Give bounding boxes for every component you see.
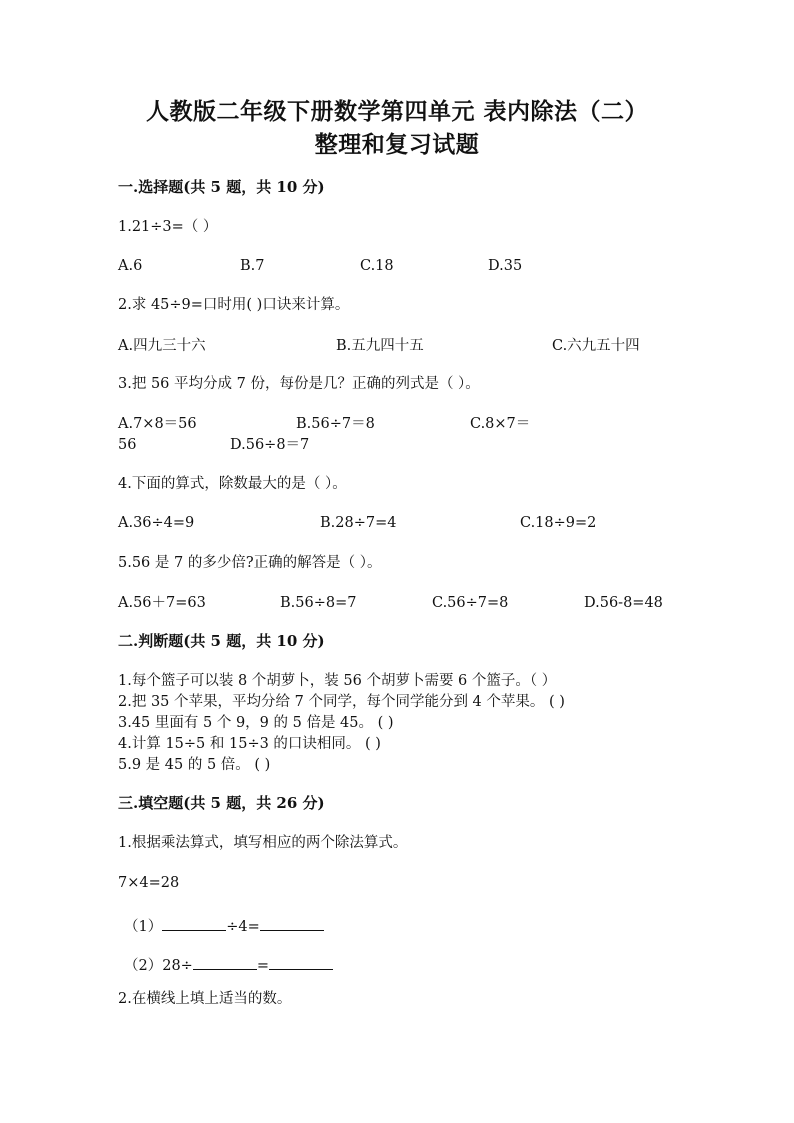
option-a: A.7×8＝56 (118, 416, 197, 432)
option-b: B.28÷7=4 (320, 515, 397, 531)
option-b: B.56÷8=7 (280, 595, 357, 611)
section-heading-multiple-choice: 一.选择题(共 5 题，共 10 分) (118, 178, 325, 196)
option-a: A.56＋7=63 (118, 595, 206, 611)
option-c: C.18÷9=2 (520, 515, 597, 531)
question-text: 3.把 56 平均分成 7 份，每份是几？正确的列式是（ ）。 (118, 376, 480, 392)
judgment-item: 4.计算 15÷5 和 15÷3 的口诀相同。 ( ) (118, 736, 381, 752)
option-d: D.35 (488, 258, 523, 274)
option-b: B.五九四十五 (336, 338, 424, 354)
question-text: 1.根据乘法算式，填写相应的两个除法算式。 (118, 835, 408, 851)
answer-blank[interactable] (162, 916, 226, 931)
judgment-item: 5.9 是 45 的 5 倍。 ( ) (118, 757, 271, 773)
question-text: 2.求 45÷9=口时用( )口诀来计算。 (118, 297, 350, 313)
option-c: C.56÷7=8 (432, 595, 509, 611)
fill-prefix: （2）28÷ (124, 958, 193, 974)
question-text: 4.下面的算式，除数最大的是（ ）。 (118, 476, 347, 492)
page-title: 人教版二年级下册数学第四单元 表内除法（二） (145, 98, 648, 125)
option-c-continued: 56 (118, 437, 137, 453)
answer-blank[interactable] (193, 955, 257, 970)
answer-blank[interactable] (269, 955, 333, 970)
equation: 7×4=28 (118, 875, 180, 891)
option-a: A.四九三十六 (118, 338, 206, 354)
option-c: C.六九五十四 (552, 338, 640, 354)
question-text: 2.在横线上填上适当的数。 (118, 991, 292, 1007)
judgment-item: 2.把 35 个苹果，平均分给 7 个同学，每个同学能分到 4 个苹果。 ( ) (118, 694, 565, 710)
fill-operator: ÷4= (226, 919, 260, 935)
option-c: C.8×7＝ (470, 416, 531, 432)
answer-blank[interactable] (260, 916, 324, 931)
option-d: D.56-8=48 (584, 595, 663, 611)
option-b: B.7 (240, 258, 265, 274)
option-b: B.56÷7＝8 (296, 416, 375, 432)
section-heading-true-false: 二.判断题(共 5 题，共 10 分) (118, 632, 325, 650)
question-text: 5.56 是 7 的多少倍?正确的解答是（ ）。 (118, 555, 382, 571)
page-subtitle: 整理和复习试题 (314, 131, 480, 158)
option-d: D.56÷8＝7 (230, 437, 310, 453)
section-heading-fill-in: 三.填空题(共 5 题，共 26 分) (118, 794, 325, 812)
fill-line-1 (124, 916, 324, 935)
judgment-item: 3.45 里面有 5 个 9，9 的 5 倍是 45。 ( ) (118, 715, 394, 731)
fill-operator: = (256, 958, 269, 974)
option-a: A.36÷4=9 (118, 515, 195, 531)
fill-line-2 (124, 955, 333, 974)
question-text: 1.21÷3=（ ） (118, 219, 218, 235)
judgment-item: 1.每个篮子可以装 8 个胡萝卜，装 56 个胡萝卜需要 6 个篮子。（ ） (118, 673, 557, 689)
option-a: A.6 (118, 258, 143, 274)
option-c: C.18 (360, 258, 394, 274)
fill-prefix: （1） (124, 919, 163, 935)
